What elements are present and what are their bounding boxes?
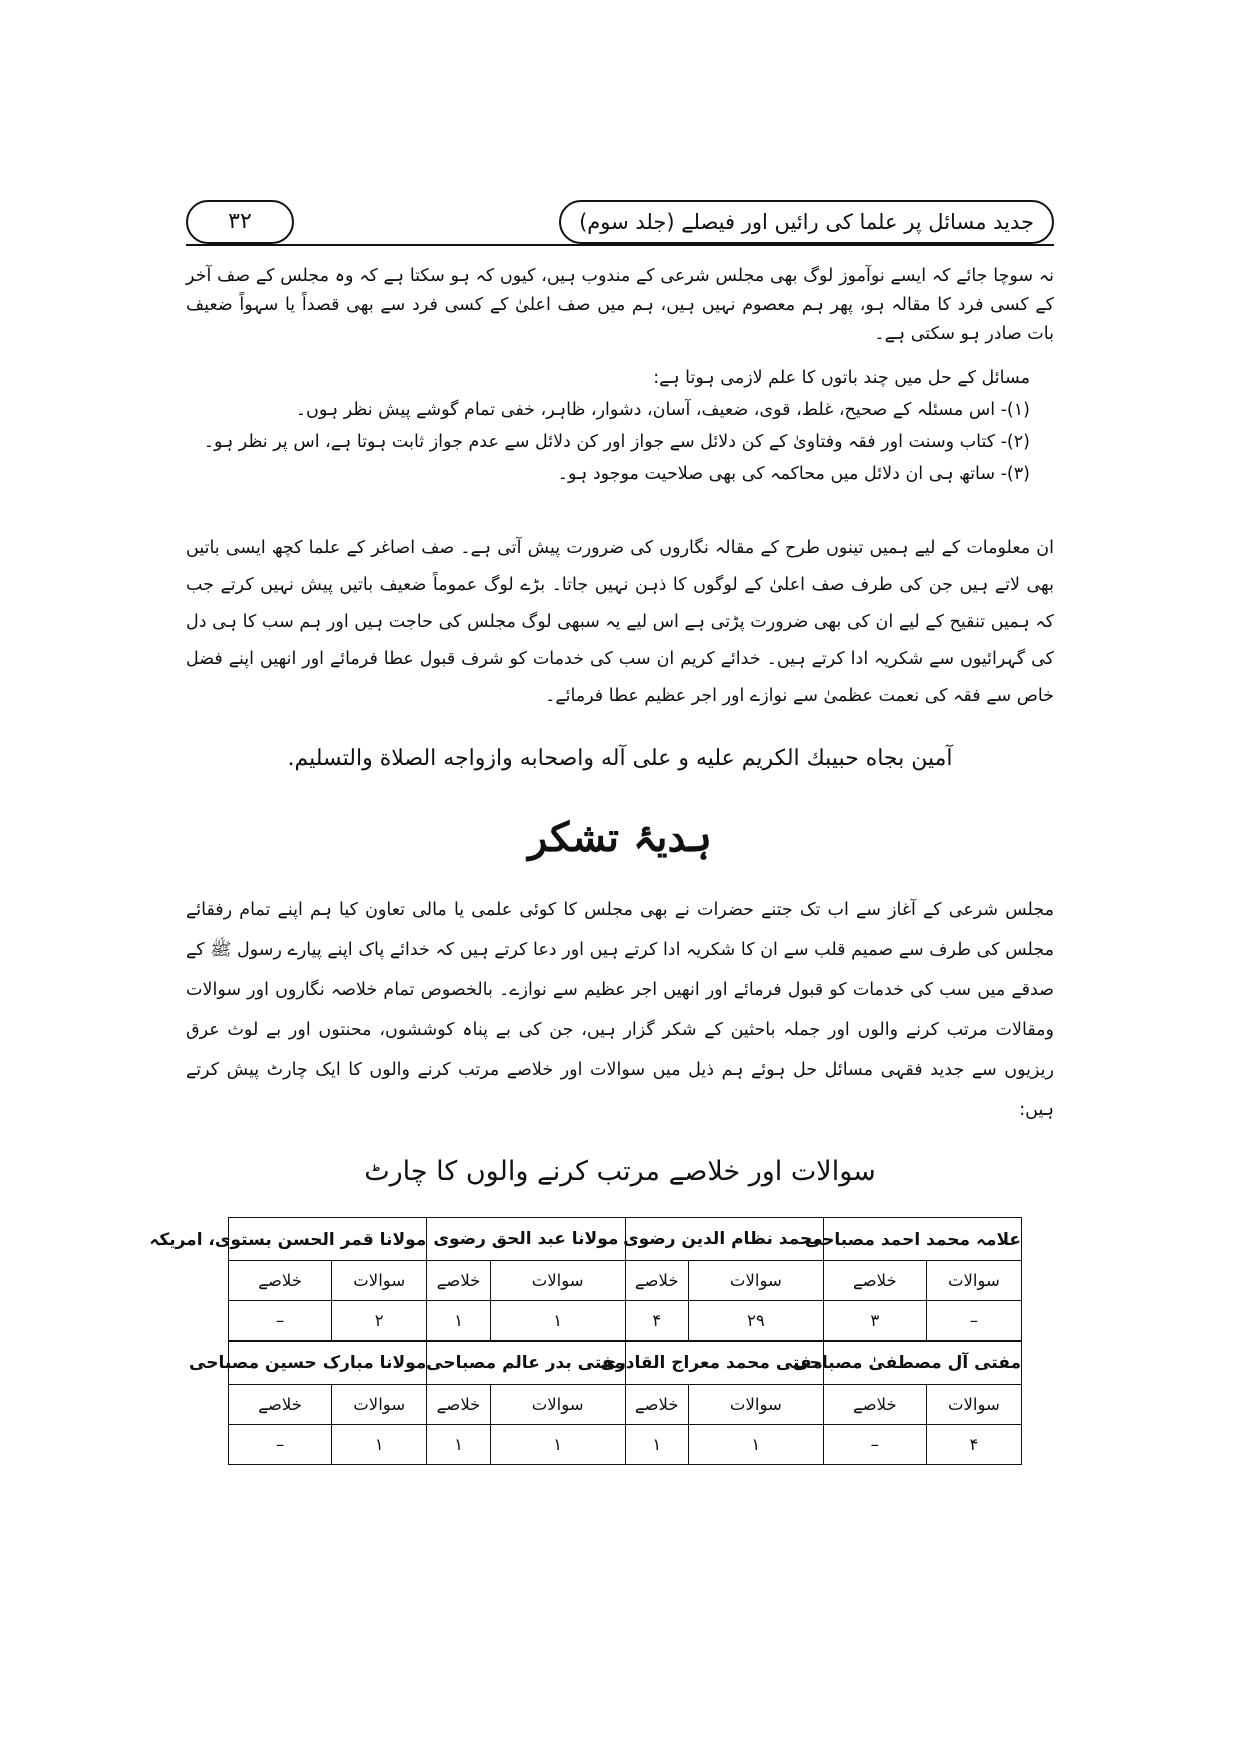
column-header-questions: سوالات — [332, 1385, 427, 1425]
book-title: جدید مسائل پر علما کی رائیں اور فیصلے (جلد سوم) — [559, 200, 1054, 244]
contributor-name: علامہ محمد احمد مصباحی — [823, 1218, 1021, 1261]
contributor-name: مولانا قمر الحسن بستوی، امریکہ — [229, 1218, 427, 1261]
column-header-questions: سوالات — [490, 1261, 625, 1301]
page-number: ۳۲ — [186, 200, 294, 244]
questions-count: ۴ — [926, 1425, 1021, 1465]
page-header — [186, 200, 1054, 252]
requirements-list — [186, 362, 1054, 490]
questions-count: ۱ — [490, 1425, 625, 1465]
header-rule — [186, 244, 1054, 246]
column-header-questions: سوالات — [332, 1261, 427, 1301]
column-header-summaries: خلاصے — [823, 1261, 926, 1301]
section-heading: ہدیۂ تشکر — [528, 814, 712, 861]
body-paragraph — [186, 530, 1054, 715]
column-header-summaries: خلاصے — [229, 1261, 332, 1301]
summaries-count: ۱ — [625, 1425, 688, 1465]
thanks-paragraph — [186, 890, 1054, 1130]
dua-line: آمين بجاه حبيبك الكريم عليه و على آله واصحابه وازواجه الصلاة والتسليم. — [287, 746, 953, 771]
column-header-questions: سوالات — [926, 1385, 1021, 1425]
summaries-count: ۱ — [427, 1425, 490, 1465]
column-header-summaries: خلاصے — [625, 1385, 688, 1425]
questions-count: ۱ — [332, 1425, 427, 1465]
column-header-questions: سوالات — [490, 1385, 625, 1425]
list-item: (۲)- کتاب وسنت اور فقہ وفتاویٰ کے کن دلائل سے جواز اور کن دلائل سے عدم جواز ثابت ہوتا ہے، اس پر نظر ہو۔ — [203, 432, 1030, 452]
intro-paragraph — [186, 262, 1054, 349]
contributor-name: مولانا عبد الحق رضوی — [427, 1218, 625, 1261]
summaries-count: – — [229, 1301, 332, 1342]
contributor-name: مفتی محمد معراج القادری — [625, 1341, 823, 1385]
summaries-count: ۴ — [625, 1301, 688, 1342]
list-item: (۱)- اس مسئلہ کے صحیح، غلط، قوی، ضعیف، آسان، دشوار، ظاہر، خفی تمام گوشے پیش نظر ہوں۔ — [295, 400, 1030, 420]
contributor-name: مولانا مبارک حسین مصباحی — [229, 1341, 427, 1385]
column-header-summaries: خلاصے — [427, 1385, 490, 1425]
column-header-summaries: خلاصے — [823, 1385, 926, 1425]
paragraph-text: ان معلومات کے لیے ہمیں تینوں طرح کے مقالہ نگاروں کی ضرورت پیش آتی ہے۔ صف اصاغر کے علما کچھ ایسی باتیں بھی لاتے ہیں جن کی طرف صف اعلیٰ کے لوگوں کا ذہن نہیں جاتا۔ بڑے لوگ عموماً ضعیف باتیں پیش نہیں کرتے جب کہ ہمیں تنقیح کے لیے ان کی بھی ضرورت پڑتی ہے اس لیے یہ سبھی لوگ مجلس کی حاجت ہیں اور ہم سب کا ہی دل کی گہرائیوں سے شکریہ ادا کرتے ہیں۔ خدائے کریم ان سب کی خدمات کو شرف قبول عطا فرمائے اور انھیں اپنے فضل خاص سے فقہ کی نعمت عظمیٰ سے نوازے اور اجر عظیم عطا فرمائے۔ — [186, 538, 1054, 706]
summaries-count: ۱ — [427, 1301, 490, 1342]
questions-count: ۱ — [688, 1425, 823, 1465]
column-header-questions: سوالات — [688, 1261, 823, 1301]
list-item: (۳)- ساتھ ہی ان دلائل میں محاکمہ کی بھی صلاحیت موجود ہو۔ — [557, 464, 1030, 484]
paragraph-text: مجلس شرعی کے آغاز سے اب تک جتنے حضرات نے بھی مجلس کا کوئی علمی یا مالی تعاون کیا ہم اپنے تمام رفقائے مجلس کی طرف سے صمیم قلب سے ان کا شکریہ ادا کرتے ہیں اور دعا کرتے ہیں کہ خدائے پاک اپنے پیارے رسول ﷺ کے صدقے میں سب کی خدمات کو قبول فرمائے اور انھیں اجر عظیم سے نوازے۔ بالخصوص تمام خلاصہ نگاروں اور سوالات ومقالات مرتب کرنے والوں اور جملہ باحثین کے شکر گزار ہیں، جن کی بے پناہ کوششوں، محنتوں اور بے لوث عرق ریزیوں سے جدید فقہی مسائل حل ہوئے ہم ذیل میں سوالات اور خلاصے مرتب کرنے والوں کا ایک چارٹ پیش کرتے ہیں: — [186, 900, 1054, 1120]
questions-count: ۲۹ — [688, 1301, 823, 1342]
questions-count: – — [926, 1301, 1021, 1342]
chart-title: سوالات اور خلاصے مرتب کرنے والوں کا چارٹ — [364, 1156, 876, 1187]
contributor-name: محمد نظام الدین رضوی — [625, 1218, 823, 1261]
questions-count: ۲ — [332, 1301, 427, 1342]
column-header-summaries: خلاصے — [427, 1261, 490, 1301]
questions-count: ۱ — [490, 1301, 625, 1342]
summaries-count: – — [229, 1425, 332, 1465]
column-header-summaries: خلاصے — [625, 1261, 688, 1301]
summaries-count: – — [823, 1425, 926, 1465]
column-header-questions: سوالات — [688, 1385, 823, 1425]
list-intro: مسائل کے حل میں چند باتوں کا علم لازمی ہوتا ہے: — [653, 368, 1030, 388]
contributor-name: مفتی بدر عالم مصباحی — [427, 1341, 625, 1385]
summaries-count: ۳ — [823, 1301, 926, 1342]
paragraph-text: نہ سوچا جائے کہ ایسے نوآموز لوگ بھی مجلس شرعی کے مندوب ہیں، کیوں کہ ہو سکتا ہے کہ وہ مجلس کے صف آخر کے کسی فرد کا مقالہ ہو، پھر ہم معصوم نہیں ہیں، ہم میں صف اعلیٰ کے کسی فرد سے بھی قصداً یا سہواً ضعیف بات صادر ہو سکتی ہے۔ — [186, 266, 1054, 344]
contributor-name: مفتی آل مصطفیٰ مصباحی — [823, 1341, 1021, 1385]
contributors-table — [149, 1217, 1022, 1465]
column-header-questions: سوالات — [926, 1261, 1021, 1301]
column-header-summaries: خلاصے — [229, 1385, 332, 1425]
